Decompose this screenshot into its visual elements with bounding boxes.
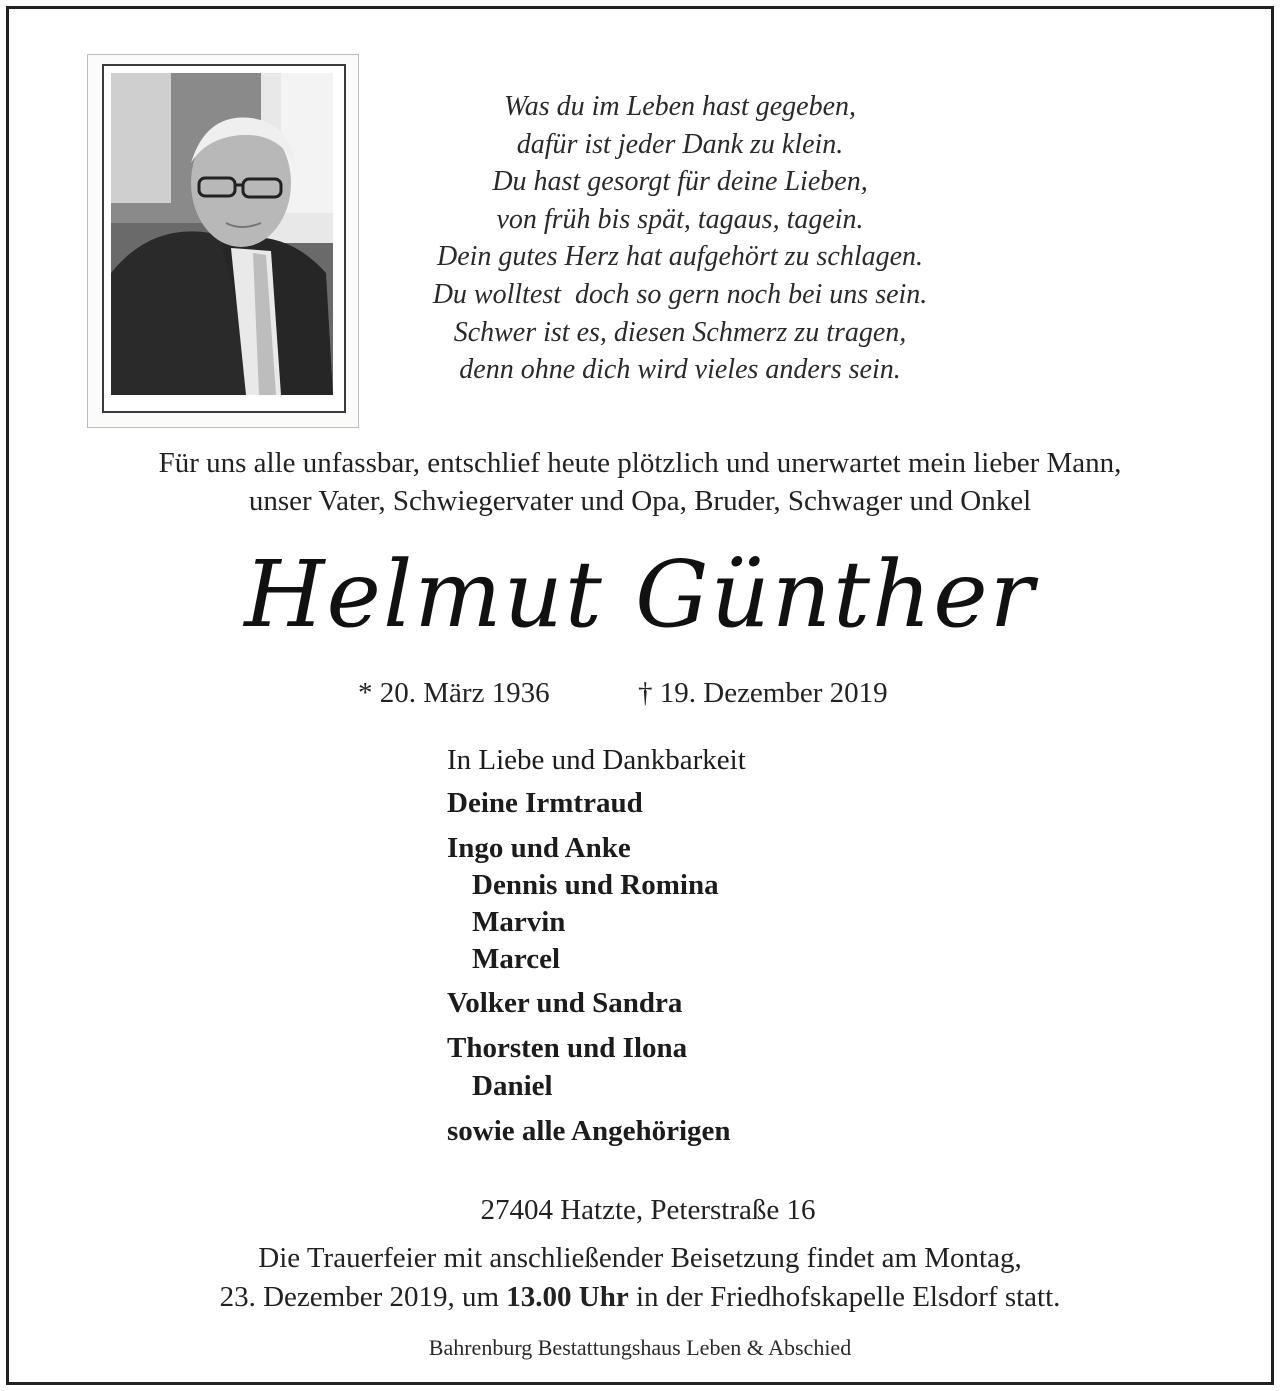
family-intro: In Liebe und Dankbarkeit — [447, 744, 746, 776]
poem-line: von früh bis spät, tagaus, tagein. — [496, 203, 864, 235]
poem-line: denn ohne dich wird vieles anders sein. — [459, 354, 901, 386]
family-member: Ingo und Anke — [447, 832, 631, 864]
family-member: Deine Irmtraud — [447, 787, 643, 819]
poem-line: Du wolltest doch so gern noch bei uns sein. — [432, 278, 928, 310]
poem-line: Dein gutes Herz hat aufgehört zu schlagen. — [436, 241, 924, 273]
family-member: Volker und Sandra — [447, 987, 683, 1019]
announcement-text — [40, 444, 1240, 520]
poem-line: Was du im Leben hast gegeben, — [503, 91, 857, 122]
poem-line: Du hast gesorgt für deine Lieben, — [492, 166, 868, 198]
funeral-home: Bahrenburg Bestattungshaus Leben & Abschied — [428, 1335, 852, 1360]
deceased-name: Helmut Günther — [244, 541, 1036, 648]
service-date: 23. Dezember 2019, um — [219, 1281, 507, 1313]
service-time: 13.00 Uhr — [506, 1281, 629, 1313]
family-member: sowie alle Angehörigen — [447, 1115, 731, 1147]
family-member: Dennis und Romina — [472, 869, 719, 901]
family-member: Daniel — [472, 1070, 553, 1102]
service-line-1: Die Trauerfeier mit anschließender Beisetzung findet am Montag, — [258, 1242, 1022, 1274]
announcement-line: Für uns alle unfassbar, entschlief heute plötzlich und unerwartet mein lieber Mann, — [158, 447, 1122, 479]
family-member: Marvin — [472, 906, 566, 938]
portrait-photo — [111, 73, 333, 395]
family-member: Thorsten und Ilona — [447, 1032, 688, 1064]
birth-date: * 20. März 1936 — [358, 677, 550, 709]
family-member: Marcel — [472, 943, 561, 975]
poem-line: Schwer ist es, diesen Schmerz zu tragen, — [453, 316, 907, 348]
poem — [380, 88, 980, 389]
poem-line: dafür ist jeder Dank zu klein. — [516, 128, 844, 160]
service-line-2 — [40, 1278, 1240, 1316]
death-date: † 19. Dezember 2019 — [638, 677, 888, 709]
service-location: in der Friedhofskapelle Elsdorf statt. — [628, 1281, 1061, 1313]
announcement-line: unser Vater, Schwiegervater und Opa, Bruder, Schwager und Onkel — [248, 485, 1032, 517]
address: 27404 Hatzte, Peterstraße 16 — [480, 1194, 816, 1226]
